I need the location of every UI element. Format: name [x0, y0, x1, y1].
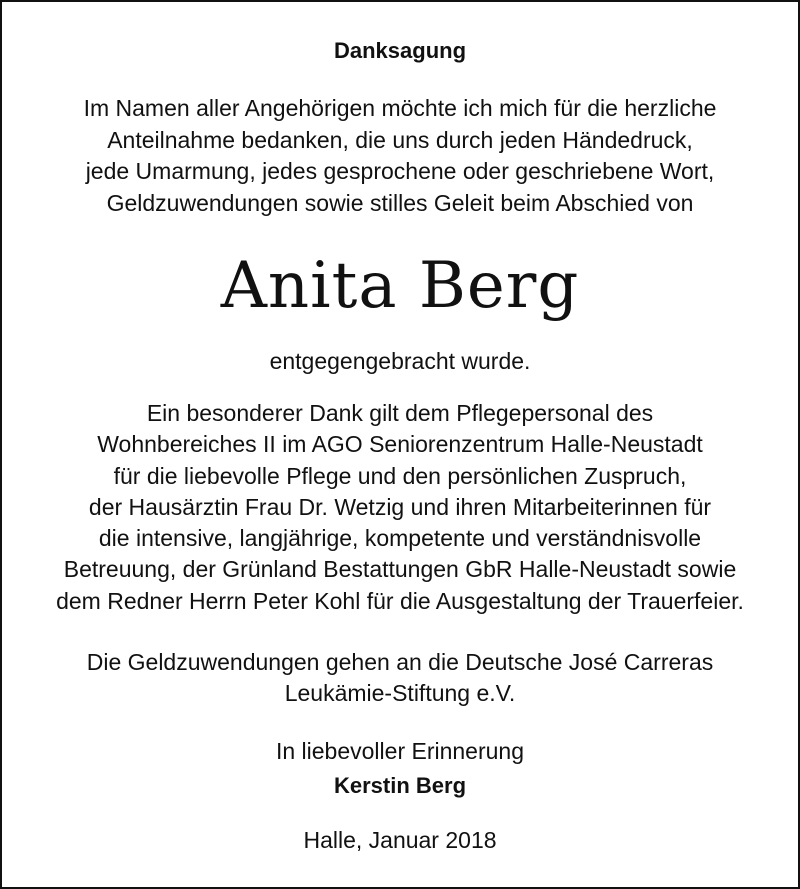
thanks-line: Ein besonderer Dank gilt dem Pflegepersonal des — [146, 400, 654, 426]
memory-line: In liebevoller Erinnerung — [275, 738, 525, 764]
donation-line: Leukämie-Stiftung e.V. — [284, 680, 516, 706]
thanks-line: die intensive, langjährige, kompetente und verständnisvolle — [98, 525, 702, 552]
intro-line: Im Namen aller Angehörigen möchte ich mich für die herzliche — [83, 95, 717, 121]
intro-line: Anteilnahme bedanken, die uns durch jeden Händedruck, — [107, 126, 693, 153]
thanks-line: Betreuung, der Grünland Bestattungen GbR Halle-Neustadt sowie — [63, 556, 737, 583]
intro-paragraph — [2, 93, 798, 219]
deceased-name: Anita Berg — [220, 249, 580, 323]
intro-line: Geldzuwendungen sowie stilles Geleit beim Abschied von — [106, 189, 694, 216]
thanks-line: Wohnbereiches II im AGO Seniorenzentrum Halle-Neustadt — [97, 431, 703, 458]
intro-line: jede Umarmung, jedes gesprochene oder geschriebene Wort, — [85, 158, 715, 184]
notice-heading: Danksagung — [333, 38, 467, 63]
donation-paragraph — [2, 647, 798, 709]
thanks-line: für die liebevolle Pflege und den persönlichen Zuspruch, — [113, 462, 687, 489]
thanks-line: dem Redner Herrn Peter Kohl für die Ausgestaltung der Trauerfeier. — [56, 587, 744, 614]
signer-name: Kerstin Berg — [333, 773, 467, 798]
place-date: Halle, Januar 2018 — [303, 827, 497, 853]
after-name-text: entgegengebracht wurde. — [269, 348, 531, 374]
thanks-line: der Hausärztin Frau Dr. Wetzig und ihren Mitarbeiterinnen für — [88, 493, 712, 520]
thanks-paragraph — [2, 398, 798, 617]
donation-line: Die Geldzuwendungen gehen an die Deutsche José Carreras — [86, 649, 714, 675]
